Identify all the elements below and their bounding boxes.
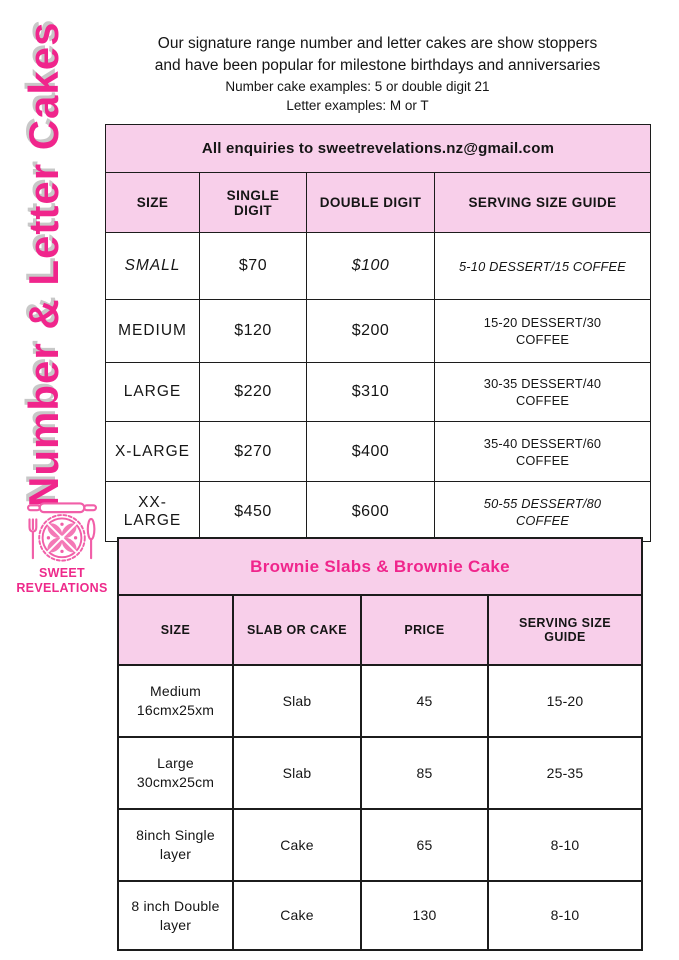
double-digit-price-cell: $600	[307, 482, 435, 542]
brownie-price-table	[117, 537, 643, 951]
serving-cell: 15-20	[488, 665, 642, 737]
column-header-price: PRICE	[361, 595, 488, 665]
number-letter-price-table	[105, 124, 651, 542]
intro-line: and have been popular for milestone birthdays and anniversaries	[154, 57, 601, 74]
price-cell: 65	[361, 809, 488, 881]
slab-or-cake-cell: Slab	[233, 737, 361, 809]
size-cell: 8inch Single layer	[118, 809, 233, 881]
bakery-logo-icon	[23, 500, 101, 564]
column-header-size: SIZE	[106, 173, 200, 233]
double-digit-price-cell: $310	[307, 363, 435, 422]
intro-line: Our signature range number and letter cakes are show stoppers	[157, 35, 598, 52]
size-cell: 8 inch Double layer	[118, 881, 233, 950]
table-header-row	[118, 595, 642, 665]
size-cell: LARGE	[106, 363, 200, 422]
brand-name-line2: REVELATIONS	[16, 580, 108, 595]
column-header-size: SIZE	[118, 595, 233, 665]
slab-or-cake-cell: Cake	[233, 881, 361, 950]
intro-line: Number cake examples: 5 or double digit 21	[225, 79, 490, 94]
column-header-slab-or-cake: SLAB OR CAKE	[233, 595, 361, 665]
table-header-row	[106, 173, 651, 233]
table-row	[106, 300, 651, 363]
serving-cell: 50-55 DESSERT/80 COFFEE	[435, 482, 651, 542]
size-cell: SMALL	[106, 233, 200, 300]
brownie-table-title: Brownie Slabs & Brownie Cake	[118, 538, 642, 595]
column-header-single-digit: SINGLE DIGIT	[200, 173, 307, 233]
serving-cell: 5-10 DESSERT/15 COFFEE	[435, 233, 651, 300]
table-row	[118, 809, 642, 881]
size-cell: Medium 16cmx25xm	[118, 665, 233, 737]
slab-or-cake-cell: Slab	[233, 665, 361, 737]
column-header-serving-guide: SERVING SIZE GUIDE	[488, 595, 642, 665]
double-digit-price-cell: $400	[307, 422, 435, 482]
table-row	[106, 422, 651, 482]
slab-or-cake-cell: Cake	[233, 809, 361, 881]
single-digit-price-cell: $120	[200, 300, 307, 363]
price-cell: 130	[361, 881, 488, 950]
rolling-pin-icon	[40, 503, 85, 512]
brand-name	[13, 566, 111, 595]
brand-name-line1: SWEET	[39, 566, 85, 580]
enquiries-banner: All enquiries to sweetrevelations.nz@gmail.com	[106, 125, 651, 173]
single-digit-price-cell: $450	[200, 482, 307, 542]
single-digit-price-cell: $270	[200, 422, 307, 482]
intro-line: Letter examples: M or T	[286, 98, 429, 113]
price-cell: 45	[361, 665, 488, 737]
table-row	[118, 737, 642, 809]
single-digit-price-cell: $220	[200, 363, 307, 422]
price-cell: 85	[361, 737, 488, 809]
serving-cell: 30-35 DESSERT/40 COFFEE	[435, 363, 651, 422]
size-cell: X-LARGE	[106, 422, 200, 482]
serving-cell: 8-10	[488, 809, 642, 881]
double-digit-price-cell: $200	[307, 300, 435, 363]
table-row	[118, 881, 642, 950]
table-row	[106, 482, 651, 542]
intro-text	[100, 33, 655, 115]
double-digit-price-cell: $100	[307, 233, 435, 300]
knife-icon	[88, 519, 95, 558]
table-row	[118, 665, 642, 737]
single-digit-price-cell: $70	[200, 233, 307, 300]
column-header-double-digit: DOUBLE DIGIT	[307, 173, 435, 233]
serving-cell: 15-20 DESSERT/30 COFFEE	[435, 300, 651, 363]
column-header-serving-guide: SERVING SIZE GUIDE	[435, 173, 651, 233]
table-row	[106, 233, 651, 300]
brand-logo	[13, 500, 111, 595]
size-cell: Large 30cmx25cm	[118, 737, 233, 809]
fork-icon	[30, 519, 37, 558]
size-cell: XX-LARGE	[106, 482, 200, 542]
serving-cell: 25-35	[488, 737, 642, 809]
serving-cell: 35-40 DESSERT/60 COFFEE	[435, 422, 651, 482]
table-row	[106, 363, 651, 422]
size-cell: MEDIUM	[106, 300, 200, 363]
page-title: Number & Letter Cakes	[20, 21, 67, 507]
serving-cell: 8-10	[488, 881, 642, 950]
